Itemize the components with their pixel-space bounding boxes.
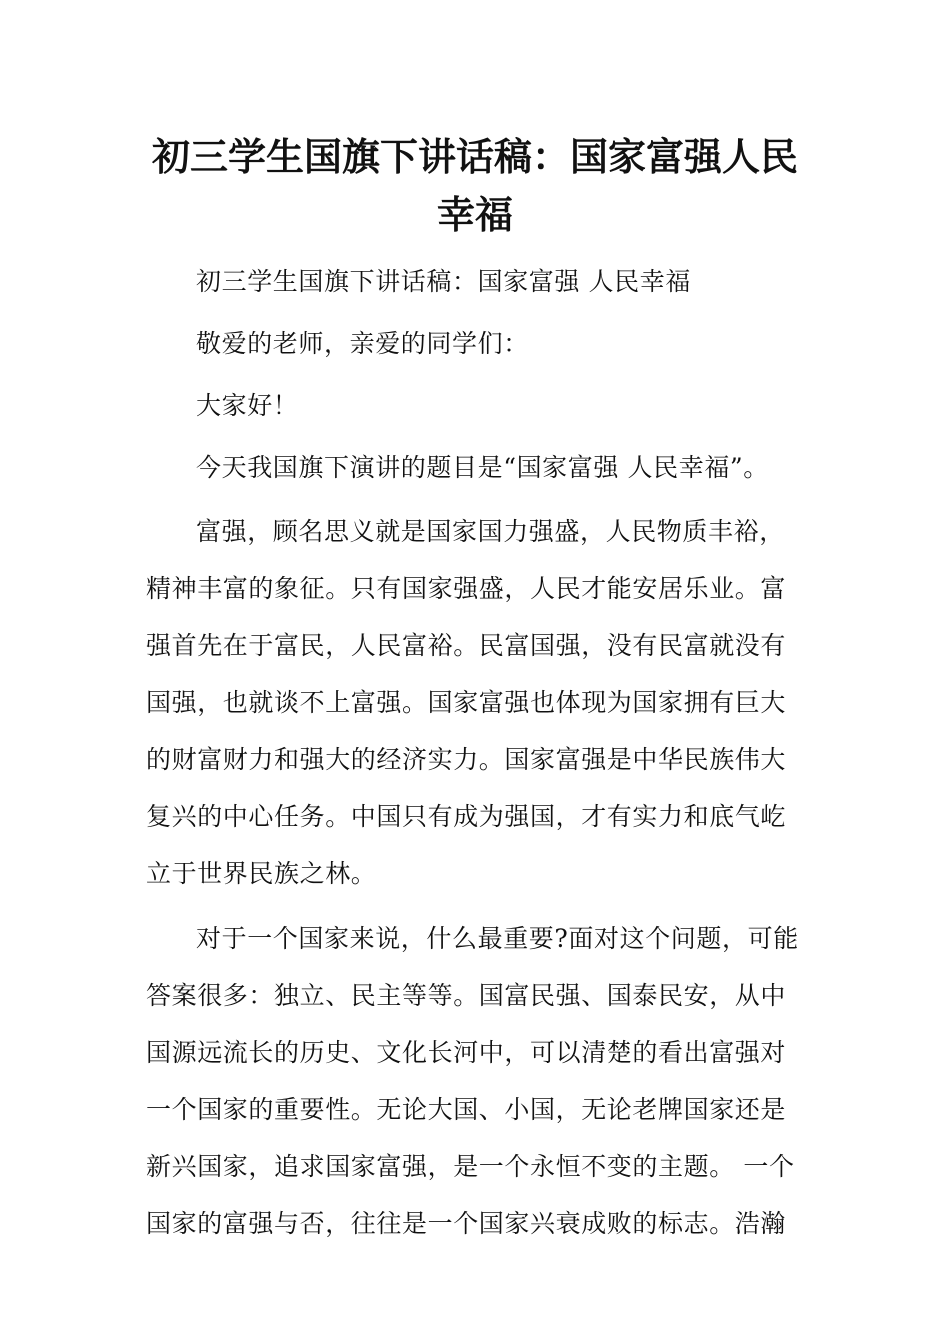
paragraph-line: 一个国家的重要性。无论大国、小国，无论老牌国家还是	[146, 1095, 787, 1124]
title-line-2: 幸福	[436, 193, 513, 237]
paragraph-1	[146, 503, 806, 902]
paragraph-line: 国源远流长的历史、文化长河中，可以清楚的看出富强对	[146, 1038, 787, 1067]
paragraph-line: 国强，也就谈不上富强。国家富强也体现为国家拥有巨大	[146, 688, 787, 717]
greeting-line: 大家好！	[196, 391, 299, 420]
paragraph-line: 精神丰富的象征。只有国家强盛，人民才能安居乐业。富	[146, 574, 787, 603]
paragraph-line: 的财富财力和强大的经济实力。国家富强是中华民族伟大	[146, 745, 787, 774]
paragraph-line: 强首先在于富民，人民富裕。民富国强，没有民富就没有	[146, 631, 787, 660]
topic-line: 今天我国旗下演讲的题目是“国家富强 人民幸福”。	[196, 453, 769, 482]
paragraph-line: 答案很多：独立、民主等等。国富民强、国泰民安，从中	[146, 981, 787, 1010]
paragraph-line: 对于一个国家来说，什么最重要?面对这个问题，可能	[196, 924, 799, 953]
title-line-1: 初三学生国旗下讲话稿：国家富强人民	[151, 135, 798, 179]
paragraph-line: 国家的富强与否，往往是一个国家兴衰成败的标志。浩瀚	[146, 1209, 787, 1238]
paragraph-2	[146, 910, 806, 1252]
salutation-line: 敬爱的老师，亲爱的同学们：	[196, 329, 529, 358]
paragraph-line: 富强，顾名思义就是国家国力强盛，人民物质丰裕，	[196, 517, 785, 546]
paragraph-line: 复兴的中心任务。中国只有成为强国，才有实力和底气屹	[146, 802, 787, 831]
subtitle-line: 初三学生国旗下讲话稿：国家富强 人民幸福	[196, 267, 691, 296]
document-title	[145, 128, 805, 244]
paragraph-line: 新兴国家，追求国家富强，是一个永恒不变的主题。 一个	[146, 1152, 795, 1181]
paragraph-line: 立于世界民族之林。	[146, 859, 377, 888]
document-body	[146, 255, 806, 1252]
